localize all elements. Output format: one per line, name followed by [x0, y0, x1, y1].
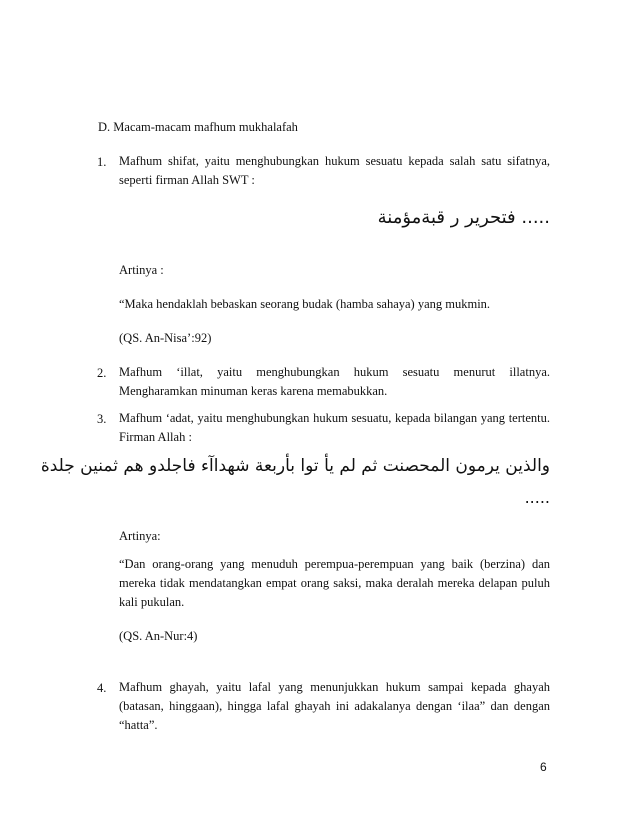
arabic-verse-2-line-1: والذين يرمون المحصنت ثم لم يأ توا بأربعة شهداآء فاجلدو هم ثمنين جلدة [40, 456, 550, 476]
item-number-2: 2. [97, 366, 107, 380]
item-text-1: Mafhum shifat, yaitu menghubungkan hukum sesuatu kepada salah satu sifatnya, seperti firman Allah SWT : [119, 154, 550, 187]
artinya-label-3: Artinya: [119, 529, 161, 543]
arabic-verse-2-line-2: ..... [524, 488, 550, 507]
section-heading: D. Macam-macam mafhum mukhalafah [98, 120, 298, 134]
item-number-4: 4. [97, 681, 107, 695]
item-text-4: Mafhum ghayah, yaitu lafal yang menunjukkan hukum sampai kepada ghayah (batasan, hinggaan), hingga lafal ghayah ini adakalanya dengan ‘ilaa” dan dengan “hatta”. [119, 680, 550, 732]
artinya-label-1: Artinya : [119, 263, 164, 277]
item-text-3: Mafhum ‘adat, yaitu menghubungkan hukum sesuatu, kepada bilangan yang tertentu. Firman Allah : [119, 411, 550, 444]
translation-1: “Maka hendaklah bebaskan seorang budak (hamba sahaya) yang mukmin. [119, 297, 491, 311]
page-number: 6 [540, 760, 547, 774]
arabic-verse-1: ..... فتحرير ر قبةمؤمنة [377, 207, 550, 228]
reference-1: (QS. An-Nisa’:92) [119, 331, 212, 345]
translation-3: “Dan orang-orang yang menuduh perempua-perempuan yang baik (berzina) dan mereka tidak mendatangkan empat orang saksi, maka deralah mereka delapan puluh kali pukulan. [119, 557, 550, 609]
item-number-3: 3. [97, 412, 107, 426]
item-text-2: Mafhum ‘illat, yaitu menghubungkan hukum sesuatu menurut illatnya. Mengharamkan minuman keras karena memabukkan. [119, 365, 550, 398]
item-number-1: 1. [97, 155, 107, 169]
reference-3: (QS. An-Nur:4) [119, 629, 198, 643]
